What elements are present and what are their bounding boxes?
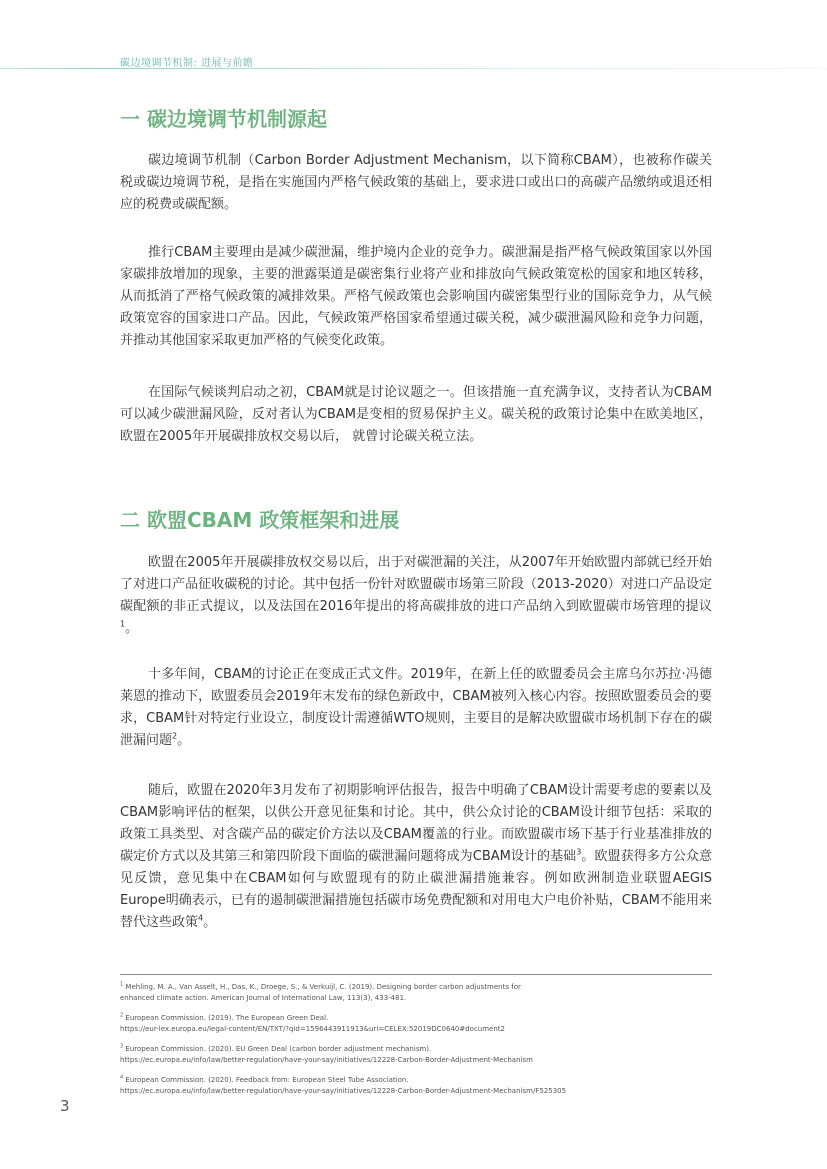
- paragraph-carbon-leakage: 推行CBAM主要理由是减少碳泄漏，维护境内企业的竞争力。碳泄漏是指严格气候政策国家以外国家碳排放增加的现象，主要的泄露渠道是碳密集行业将产业和排放向气候政策宽松的国家和地区转移，从而抵消了严格气候政策的减排效果。严格气候政策也会影响国内碳密集型行业的国际竞争力，从气候政策宽容的国家进口产品。因此，气候政策严格国家希望通过碳关税，减少碳泄漏风险和竞争力问题，并推动其他国家采取更加严格的气候变化政策。: [120, 245, 712, 348]
- paragraph-end: 。: [177, 733, 191, 748]
- footnote-ref-1: 1: [120, 619, 126, 629]
- footnote-text: European Commission. (2020). Feedback from: European Steel Tube Association.: [125, 1076, 409, 1084]
- footnote-link[interactable]: https://ec.europa.eu/info/law/better-regulation/have-your-say/initiatives/12228-Carbon-Border-Adjustment-Mechanism/F525305: [120, 1087, 567, 1095]
- paragraph-text: 十多年间，CBAM的讨论正在变成正式文件。2019年，在新上任的欧盟委员会主席乌尔苏拉·冯德莱恩的推动下，欧盟委员会2019年末发布的绿色新政中，CBAM被列入核心内容。按照欧盟委员会的要求，CBAM针对特定行业设立，制度设计需遵循WTO规则，主要目的是解决欧盟碳市场机制下存在的碳泄漏问题: [120, 667, 712, 748]
- paragraph-end: 。: [125, 621, 139, 636]
- paragraph-green-deal: [120, 664, 712, 752]
- footnote-ref-4: 4: [198, 913, 204, 923]
- footnote-1: [120, 982, 720, 1004]
- footnote-text: European Commission. (2020). EU Green Deal (carbon border adjustment mechanism).: [125, 1045, 432, 1053]
- section-heading-eu-framework: 二 欧盟CBAM 政策框架和进展: [120, 508, 400, 532]
- footnote-number: 2: [120, 1012, 124, 1019]
- footnote-2: [120, 1013, 720, 1035]
- footnote-ref-3: 3: [576, 847, 582, 857]
- paragraph-cbam-definition: 碳边境调节机制（Carbon Border Adjustment Mechanism，以下简称CBAM），也被称作碳关税或碳边境调节税，是指在实施国内严格气候政策的基础上，要求进口或出口的高碳产品缴纳或退还相应的税费或碳配额。: [120, 153, 712, 212]
- paragraph-climate-negotiations: 在国际气候谈判启动之初，CBAM就是讨论议题之一。但该措施一直充满争议，支持者认为CBAM可以减少碳泄漏风险，反对者认为CBAM是变相的贸易保护主义。碳关税的政策讨论集中在欧美地区，欧盟在2005年开展碳排放权交易以后， 就曾讨论碳关税立法。: [120, 385, 712, 444]
- running-title: 碳边境调节机制: 进展与前瞻: [120, 58, 254, 69]
- footnote-4: [120, 1075, 720, 1097]
- footnote-number: 1: [120, 981, 124, 988]
- paragraph-impact-assessment: [120, 780, 712, 934]
- footnote-ref-2: 2: [172, 731, 178, 741]
- footnote-3: [120, 1044, 720, 1066]
- paragraph-text: 随后，欧盟在2020年3月发布了初期影响评估报告，报告中明确了CBAM设计需要考虑的要素以及CBAM影响评估的框架，以供公开意见征集和讨论。其中，供公众讨论的CBAM设计细节包括：采取的政策工具类型、对含碳产品的碳定价方法以及CBAM覆盖的行业。而欧盟碳市场下基于行业基准排放的碳定价方式以及其第三和第四阶段下面临的碳泄漏问题将成为CBAM设计的基础: [120, 783, 712, 864]
- page-number: 3: [60, 1097, 70, 1115]
- footnote-number: 4: [120, 1074, 124, 1081]
- footnote-text: Mehling, M. A., Van Asselt, H., Das, K., Droege, S., & Verkuijl, C. (2019). Designing border carbon adjustments for: [125, 983, 521, 991]
- footnote-text: European Commission. (2019). The European Green Deal.: [125, 1014, 329, 1022]
- footnote-link[interactable]: https://ec.europa.eu/info/law/better-regulation/have-your-say/initiatives/12228-Carbon-Border-Adjustment-Mechanism: [120, 1056, 533, 1064]
- paragraph-eu-ets-history: [120, 552, 712, 640]
- paragraph-end: 。: [203, 915, 217, 930]
- footnotes: [120, 982, 720, 1106]
- paragraph-text-cont: 。欧盟获得多方公众意见反馈，意见集中在CBAM如何与欧盟现有的防止碳泄漏措施兼容。例如欧洲制造业联盟AEGIS Europe明确表示，已有的遏制碳泄漏措施包括碳市场免费配额和对用电大户电价补贴，CBAM不能用来替代这些政策: [120, 849, 712, 930]
- footnote-divider: [120, 974, 712, 975]
- paragraph-text: 欧盟在2005年开展碳排放权交易以后，出于对碳泄漏的关注，从2007年开始欧盟内部就已经开始了对进口产品征收碳税的讨论。其中包括一份针对欧盟碳市场第三阶段（2013-2020）对进口产品设定碳配额的非正式提议，以及法国在2016年提出的将高碳排放的进口产品纳入到欧盟碳市场管理的提议: [120, 555, 712, 614]
- footnote-number: 3: [120, 1043, 124, 1050]
- footnote-text: enhanced climate action. American Journal of International Law, 113(3), 433-481.: [120, 994, 407, 1002]
- footnote-link[interactable]: https://eur-lex.europa.eu/legal-content/EN/TXT/?qid=1596443911913&uri=CELEX:52019DC0640#document2: [120, 1025, 505, 1033]
- section-heading-origin: 一 碳边境调节机制源起: [120, 107, 327, 131]
